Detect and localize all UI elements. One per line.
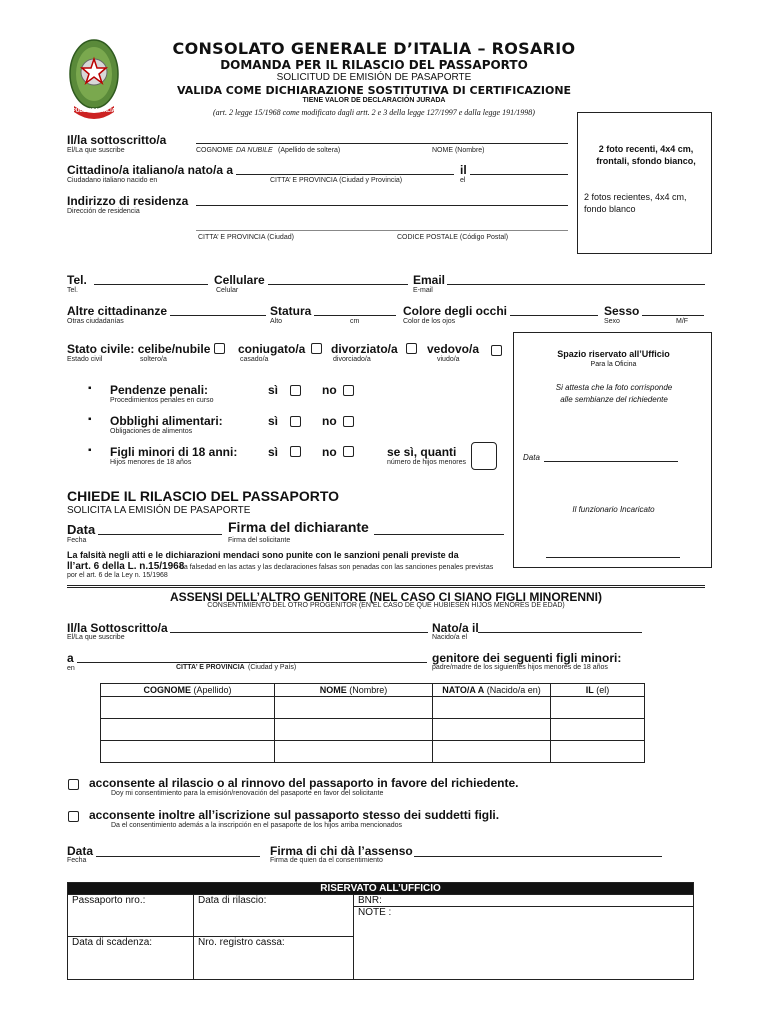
label-quanti: se sì, quanti <box>387 445 457 459</box>
label-firma-dichiarante: Firma del dichiarante <box>228 519 369 535</box>
table-cell[interactable] <box>275 719 433 741</box>
office-stamp-box <box>513 332 712 568</box>
checkbox-coniugato[interactable] <box>311 343 322 354</box>
office-box-title: Spazio riservato all’Ufficio <box>557 349 670 359</box>
label-data-richiesta: Data <box>67 522 96 537</box>
label-rilascio: Data di rilascio: <box>198 895 267 906</box>
label-pendenze-no: no <box>322 383 337 397</box>
label-scadenza: Data di scadenza: <box>72 937 153 948</box>
label-consent-fecha: Fecha <box>67 857 87 864</box>
photo-box-es: 2 fotos recientes, 4x4 cm, fondo blanco <box>584 192 687 214</box>
office-box-title-es: Para la Oficina <box>590 361 637 368</box>
col-nome: NOME (Nombre) <box>275 684 433 697</box>
header-validity-es: TIENE VALOR DE DECLARACIÓN JURADA <box>302 97 446 104</box>
label-consent-data: Data <box>67 844 94 858</box>
col-nato: NATO/A A (Nacido/a en) <box>433 684 551 697</box>
label-obblighi-no: no <box>322 414 337 428</box>
label-consent-firma: Firma di chi dà l’assenso <box>270 844 413 858</box>
label-pendenze-es: Procedimientos penales en curso <box>110 397 214 404</box>
cell-scadenza[interactable] <box>68 937 194 950</box>
label-indirizzo-es: Dirección de residencia <box>67 208 140 215</box>
col-cognome: COGNOME (Apellido) <box>101 684 275 697</box>
field-consent-firma[interactable] <box>414 856 662 857</box>
label-consent-en: en <box>67 665 75 672</box>
label-consent-iscrizione-es: Da el consentimiento además a la inscripción en el pasaporte de los hijos arriba mencionados <box>111 822 403 829</box>
label-registro: Nro. registro cassa: <box>198 937 285 948</box>
label-statura: Statura <box>270 304 312 318</box>
field-sottoscritto[interactable] <box>196 143 568 144</box>
label-altre-es: Otras ciudadanías <box>67 318 124 325</box>
label-nome: NOME (Nombre) <box>432 147 485 154</box>
label-consent-rilascio: acconsente al rilascio o al rinnovo del passaporto in favore del richiedente. <box>89 776 519 790</box>
label-consent-rilascio-es: Doy mi consentimiento para la emisión/renovación del pasaporte en favor del solicitante <box>111 790 384 797</box>
table-cell[interactable] <box>433 697 551 719</box>
cell-note[interactable] <box>354 907 694 980</box>
label-consent-ciudad: (Ciudad y País) <box>248 664 297 671</box>
field-occhi[interactable] <box>510 315 598 316</box>
table-cell[interactable] <box>275 697 433 719</box>
label-cittadino: Cittadino/a italiano/a nato/a a <box>67 163 234 177</box>
warning-line3: por el art. 6 de la Ley n. 15/1968 <box>67 572 168 579</box>
label-consent-a: a <box>67 651 74 665</box>
label-cognome: COGNOME <box>196 147 233 154</box>
checkbox-consent-iscrizione[interactable] <box>68 811 79 822</box>
field-tel[interactable] <box>94 284 208 285</box>
request-title: CHIEDE IL RILASCIO DEL PASSAPORTO <box>67 488 340 504</box>
table-cell[interactable] <box>551 719 645 741</box>
label-consent-sottoscritto: Il/la Sottoscritto/a <box>67 621 168 635</box>
label-divorziato: divorziato/a <box>331 342 398 356</box>
label-il: il <box>460 163 467 177</box>
photo-box-it: 2 foto recenti, 4x4 cm, frontali, sfondo bianco, <box>596 144 696 166</box>
label-consent-nato-es: Nacido/a el <box>432 634 468 641</box>
table-cell[interactable] <box>551 741 645 763</box>
checkbox-pendenze-no[interactable] <box>343 385 354 396</box>
field-email[interactable] <box>447 284 705 285</box>
label-stato-civile: Stato civile: celibe/nubile <box>67 342 211 356</box>
label-cm: cm <box>350 318 360 325</box>
reserved-title: RISERVATO ALL’UFFICIO <box>68 883 694 895</box>
field-luogo-nascita[interactable] <box>236 174 454 175</box>
label-obblighi-si: sì <box>268 414 279 428</box>
label-vedovo: vedovo/a <box>427 342 480 356</box>
label-figli-es: Hijos menores de 18 años <box>110 459 192 466</box>
cell-rilascio-value[interactable] <box>194 907 354 937</box>
label-da-nubile: DA NUBILE <box>236 147 273 154</box>
checkbox-figli-si[interactable] <box>290 446 301 457</box>
checkbox-obblighi-no[interactable] <box>343 416 354 427</box>
label-figli-no: no <box>322 445 337 459</box>
label-passaporto: Passaporto nro.: <box>72 895 146 906</box>
table-cell[interactable] <box>101 697 275 719</box>
office-box-attesta: Si attesta che la foto corrisponde alle sembianze del richiedente <box>555 383 673 404</box>
label-stato-civile-es: Estado civil <box>67 356 103 363</box>
col-il: IL (el) <box>551 684 645 697</box>
field-indirizzo[interactable] <box>196 205 568 206</box>
label-cap: CODICE POSTALE (Código Postal) <box>397 234 509 241</box>
label-quanti-es: número de hijos menores <box>387 459 466 466</box>
label-divorciado: divorciado/a <box>333 356 371 363</box>
label-sottoscritto-es: El/La que suscribe <box>67 147 125 154</box>
header-consulate: CONSOLATO GENERALE D’ITALIA – ROSARIO <box>172 39 576 58</box>
field-consent-nato[interactable] <box>478 632 642 633</box>
label-cellulare: Cellulare <box>214 273 265 287</box>
label-cittadino-es: Ciudadano italiano nacido en <box>67 177 158 184</box>
label-statura-es: Alto <box>270 318 283 325</box>
table-cell[interactable] <box>433 719 551 741</box>
label-consent-firma-es: Firma de quien da el consentimiento <box>270 857 383 864</box>
cell-registro[interactable] <box>194 937 354 950</box>
checkbox-figli-no[interactable] <box>343 446 354 457</box>
reserved-title-row <box>68 883 694 895</box>
label-consent-iscrizione: acconsente inoltre all’iscrizione sul passaporto stesso dei suddetti figli. <box>89 808 500 822</box>
header-request: DOMANDA PER IL RILASCIO DEL PASSAPORTO <box>220 58 528 72</box>
reserved-row-2 <box>68 907 694 937</box>
table-cell[interactable] <box>101 719 275 741</box>
label-el: el <box>460 177 466 184</box>
office-box-data-label: Data <box>523 453 540 462</box>
header-validity: VALIDA COME DICHIARAZIONE SOSTITUTIVA DI CERTIFICAZIONE <box>176 84 572 97</box>
field-consent-data[interactable] <box>96 856 260 857</box>
label-consent-sottoscritto-es: El/La que suscribe <box>67 634 125 641</box>
label-sesso-es: Sexo <box>604 318 620 325</box>
cell-rilascio[interactable] <box>194 895 354 907</box>
field-statura[interactable] <box>314 315 396 316</box>
checkbox-vedovo[interactable] <box>491 345 502 356</box>
label-fecha: Fecha <box>67 537 87 544</box>
label-indirizzo: Indirizzo di residenza <box>67 194 189 208</box>
label-apellido: (Apellido de soltera) <box>278 147 341 154</box>
table-cell[interactable] <box>433 741 551 763</box>
label-viudo: viudo/a <box>437 356 460 363</box>
label-sesso: Sesso <box>604 304 640 318</box>
field-sesso[interactable] <box>642 315 704 316</box>
table-header-row <box>101 684 645 697</box>
label-coniugato: coniugato/a <box>238 342 306 356</box>
field-cellulare[interactable] <box>268 284 408 285</box>
label-tel: Tel. <box>67 273 87 287</box>
label-altre-cittadinanze: Altre cittadinanze <box>67 304 168 318</box>
checkbox-divorziato[interactable] <box>406 343 417 354</box>
label-obblighi-es: Obligaciones de alimentos <box>110 428 193 435</box>
checkbox-obblighi-si[interactable] <box>290 416 301 427</box>
label-soltero: soltero/a <box>140 356 167 363</box>
warning-line2-es: La falsedad en las actas y las declaraciones falsas son penadas con las sanciones penales previstas <box>180 564 494 571</box>
consent-title: ASSENSI DELL’ALTRO GENITORE (NEL CASO CI SIANO FIGLI MINORENNI) <box>169 590 603 604</box>
bullet-icon: ▪ <box>88 383 92 394</box>
consent-title-es: CONSENTIMIENTO DEL OTRO PROGENITOR (EN EL CASO DE QUE HUBIESEN HIJOS MENORES DE EDAD) <box>207 602 565 609</box>
table-cell[interactable] <box>101 741 275 763</box>
bullet-icon: ▪ <box>88 445 92 456</box>
warning-line1: La falsità negli atti e le dichiarazioni mendaci sono punite con le sanzioni penali previste da <box>67 550 459 560</box>
reserved-office-table <box>67 882 694 980</box>
field-consent-luogo[interactable] <box>77 662 427 663</box>
label-consent-citta: CITTA’ E PROVINCIA <box>176 664 245 671</box>
label-email-es: E-mail <box>413 287 433 294</box>
table-cell[interactable] <box>275 741 433 763</box>
children-table <box>100 683 645 763</box>
checkbox-pendenze-si[interactable] <box>290 385 301 396</box>
header-request-es: SOLICITUD DE EMISIÓN DE PASAPORTE <box>276 72 472 83</box>
office-box-funzionario: Il funzionario Incaricato <box>572 505 655 514</box>
checkbox-consent-rilascio[interactable] <box>68 779 79 790</box>
section-divider <box>67 585 705 588</box>
field-firma-dichiarante[interactable] <box>374 534 504 535</box>
label-bnr: BNR: <box>358 895 382 906</box>
field-consent-sottoscritto[interactable] <box>170 632 428 633</box>
cell-passaporto-value[interactable] <box>68 907 194 937</box>
bullet-icon: ▪ <box>88 414 92 425</box>
field-data-richiesta[interactable] <box>98 534 222 535</box>
label-mf: M/F <box>676 318 689 325</box>
cell-passaporto[interactable] <box>68 895 194 907</box>
label-occhi: Colore degli occhi <box>403 304 508 318</box>
label-pendenze: Pendenze penali: <box>110 383 209 397</box>
field-altre-cittadinanze[interactable] <box>170 315 266 316</box>
label-tel-es: Tel. <box>67 287 78 294</box>
label-consent-genitore: genitore dei seguenti figli minori: <box>432 651 622 665</box>
cell-registro-value[interactable] <box>194 950 354 980</box>
header-law: (art. 2 legge 15/1968 come modificato dagli artt. 2 e 3 della legge 127/1997 e dalla legge 191/1998) <box>213 108 535 117</box>
label-casado: casado/a <box>240 356 269 363</box>
label-consent-genitore-es: padre/madre de los siguientes hijos menores de 18 años <box>432 664 608 671</box>
label-occhi-es: Color de los ojos <box>403 318 456 325</box>
label-cellulare-es: Celular <box>216 287 239 294</box>
label-figli-si: sì <box>268 445 279 459</box>
emblem-caption: REPUBBLICA ITALIANA <box>65 108 123 114</box>
label-pendenze-si: sì <box>268 383 279 397</box>
warning-line2: ll’art. 6 della L. n.15/1968 <box>67 561 185 572</box>
reserved-row-1 <box>68 895 694 907</box>
label-email: Email <box>413 273 446 287</box>
label-note: NOTE : <box>358 907 392 918</box>
request-title-es: SOLICITA LA EMISIÓN DE PASAPORTE <box>67 505 251 516</box>
table-cell[interactable] <box>551 697 645 719</box>
label-citta-prov: CITTA’ E PROVINCIA (Ciudad y Provincia) <box>270 177 403 184</box>
label-obblighi: Obblighi alimentari: <box>110 414 223 428</box>
field-quanti[interactable] <box>471 442 497 470</box>
label-sottoscritto: Il/la sottoscritto/a <box>67 133 167 147</box>
table-row <box>101 697 645 719</box>
label-firma-es: Firma del solicitante <box>228 537 291 544</box>
field-data-nascita[interactable] <box>470 174 568 175</box>
office-box-data-field[interactable] <box>544 461 678 462</box>
label-citta-prov2: CITTA’ E PROVINCIA (Ciudad) <box>198 234 294 241</box>
table-row <box>101 719 645 741</box>
cell-scadenza-value[interactable] <box>68 950 194 980</box>
checkbox-celibe[interactable] <box>214 343 225 354</box>
label-figli: Figli minori di 18 anni: <box>110 445 238 459</box>
field-citta-residenza[interactable] <box>196 230 568 231</box>
table-row <box>101 741 645 763</box>
office-box-firma-field[interactable] <box>546 557 680 558</box>
photo-box <box>577 112 712 254</box>
cell-bnr[interactable] <box>354 895 694 907</box>
label-consent-nato: Nato/a il <box>432 621 479 635</box>
